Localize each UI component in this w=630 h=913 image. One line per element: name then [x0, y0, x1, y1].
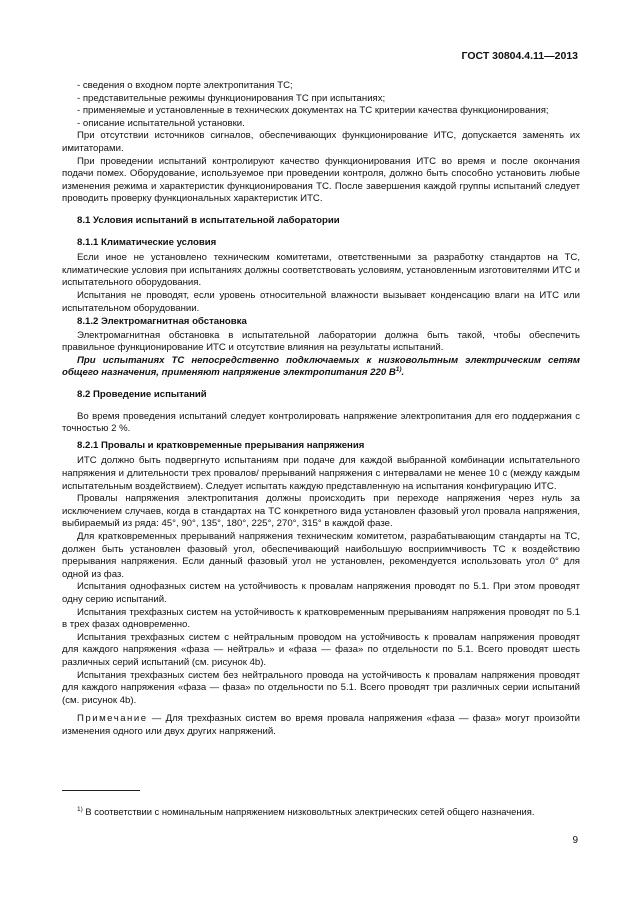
section-heading-8-2-1: 8.2.1 Провалы и кратковременные прерывания напряжения	[77, 439, 365, 451]
note-text: — Для трехфазных систем во время провала напряжения «фаза — фаза» могут произойти изменения одного или двух других напряжений.	[62, 713, 580, 737]
footnote-text: В соответствии с номинальным напряжением низковольтных электрических сетей общего назначения.	[82, 806, 535, 817]
paragraph: Испытания не проводят, если уровень относительной влажности вызывает конденсацию влаги на ИТС или испытательном оборудовании.	[62, 289, 580, 314]
paragraph: При отсутствии источников сигналов, обеспечивающих функционирование ИТС, допускается заменять их имитаторами.	[62, 130, 580, 154]
document-body	[62, 80, 580, 739]
paragraph: Испытания трехфазных систем с нейтральным проводом на устойчивость к провалам напряжения проводят для каждого напряжения «фаза — нейтраль» и «фаза — фаза» по отдельности по 5.1. Всего проводят шесть различных серий испытаний (см. рисунок 4b).	[62, 631, 580, 668]
paragraph: Испытания однофазных систем на устойчивость к провалам напряжения проводят по 5.1. При этом проводят одну серию испытаний.	[62, 581, 580, 605]
paragraph: Провалы напряжения электропитания должны происходить при переходе напряжения через нуль за исключением случаев, когда в стандартах на ТС конкретного вида установлен фазовый угол провала напряжения, выбираемый из ряда: 45°, 90°, 135°, 180°, 225°, 270°, 315° в каждой фазе.	[62, 493, 580, 530]
list-item: - сведения о входном порте электропитания ТС;	[77, 80, 293, 91]
paragraph: При проведении испытаний контролируют качество функционирования ИТС во время и после окончания подачи помех. Оборудование, используемое при проведении контроля, должно быть способно установить любые изменения режима и характеристик функционирования ТС. После завершения каждой группы испытаний следует проводить проверку функциональных характеристик ИТС.	[62, 155, 580, 205]
paragraph: Во время проведения испытаний следует контролировать напряжение электропитания для его поддержания с точностью 2 %.	[62, 410, 580, 435]
page-number: 9	[572, 835, 578, 846]
section-heading-8-1-1: 8.1.1 Климатические условия	[77, 236, 217, 248]
emphasis-end: .	[401, 367, 405, 379]
list-item: - представительные режимы функционирования ТС при испытаниях;	[77, 92, 386, 104]
document-header: ГОСТ 30804.4.11—2013	[461, 50, 578, 62]
footnote	[62, 806, 580, 817]
section-heading-8-2: 8.2 Проведение испытаний	[77, 389, 207, 401]
section-heading-8-1-2: 8.1.2 Электромагнитная обстановка	[77, 316, 247, 328]
paragraph: Испытания трехфазных систем на устойчивость к кратковременным прерываниям напряжения проводят по 5.1 в трех фазах одновременно.	[62, 606, 580, 631]
paragraph: Электромагнитная обстановка в испытательной лаборатории должна быть такой, чтобы обеспечить правильное функционирование ИТС и отсутствие влияния на результаты испытаний.	[62, 329, 580, 354]
footnote-mark: 1)	[77, 805, 83, 813]
note	[62, 713, 580, 738]
paragraph: Для кратковременных прерываний напряжения техническим комитетом, разрабатывающим стандарты на ТС, должен быть установлен фазовый угол, обеспечивающий наибольшую восприимчивость ТС к воздействию прерывания напряжения. Если данный фазовый угол не установлен, рекомендуется использовать угол 0° для одной из фаз.	[62, 531, 580, 580]
paragraph: Испытания трехфазных систем без нейтрального провода на устойчивость к провалам напряжения проводят для каждого напряжения «фаза — фаза» по отдельности по 5.1. Всего проводят три различных серии испытаний (см. рисунок 4b).	[62, 669, 580, 706]
emphasis-text: При испытаниях ТС непосредственно подключаемых к низковольтным электрическим сетям общего назначения, применяют напряжение электропитания 220 В	[62, 354, 580, 379]
paragraph: Если иное не установлено техническим комитетами, ответственными за разработку стандартов на ТС, климатические условия при испытаниях должны соответствовать условиям, установленным изготовителями ИТС и испытательного оборудования.	[62, 252, 580, 289]
note-label: Примечание	[77, 713, 148, 725]
list-item: - описание испытательной установки.	[77, 117, 245, 129]
emphasis-paragraph	[62, 355, 580, 380]
paragraph: ИТС должно быть подвергнуто испытаниям при подаче для каждой выбранной комбинации испытательного напряжения и длительности трех провалов/ прерываний напряжения с интервалами не менее 10 с (между каждым испытательным воздействием). Следует испытать каждую представленную на испытания конфигурацию ИТС.	[62, 455, 580, 492]
section-heading-8-1: 8.1 Условия испытаний в испытательной лаборатории	[77, 214, 340, 226]
footnote-ref: 1)	[395, 366, 402, 374]
list-item: - применяемые и установленные в технических документах на ТС критерии качества функционирования;	[77, 105, 549, 117]
footnote-divider	[62, 790, 140, 791]
